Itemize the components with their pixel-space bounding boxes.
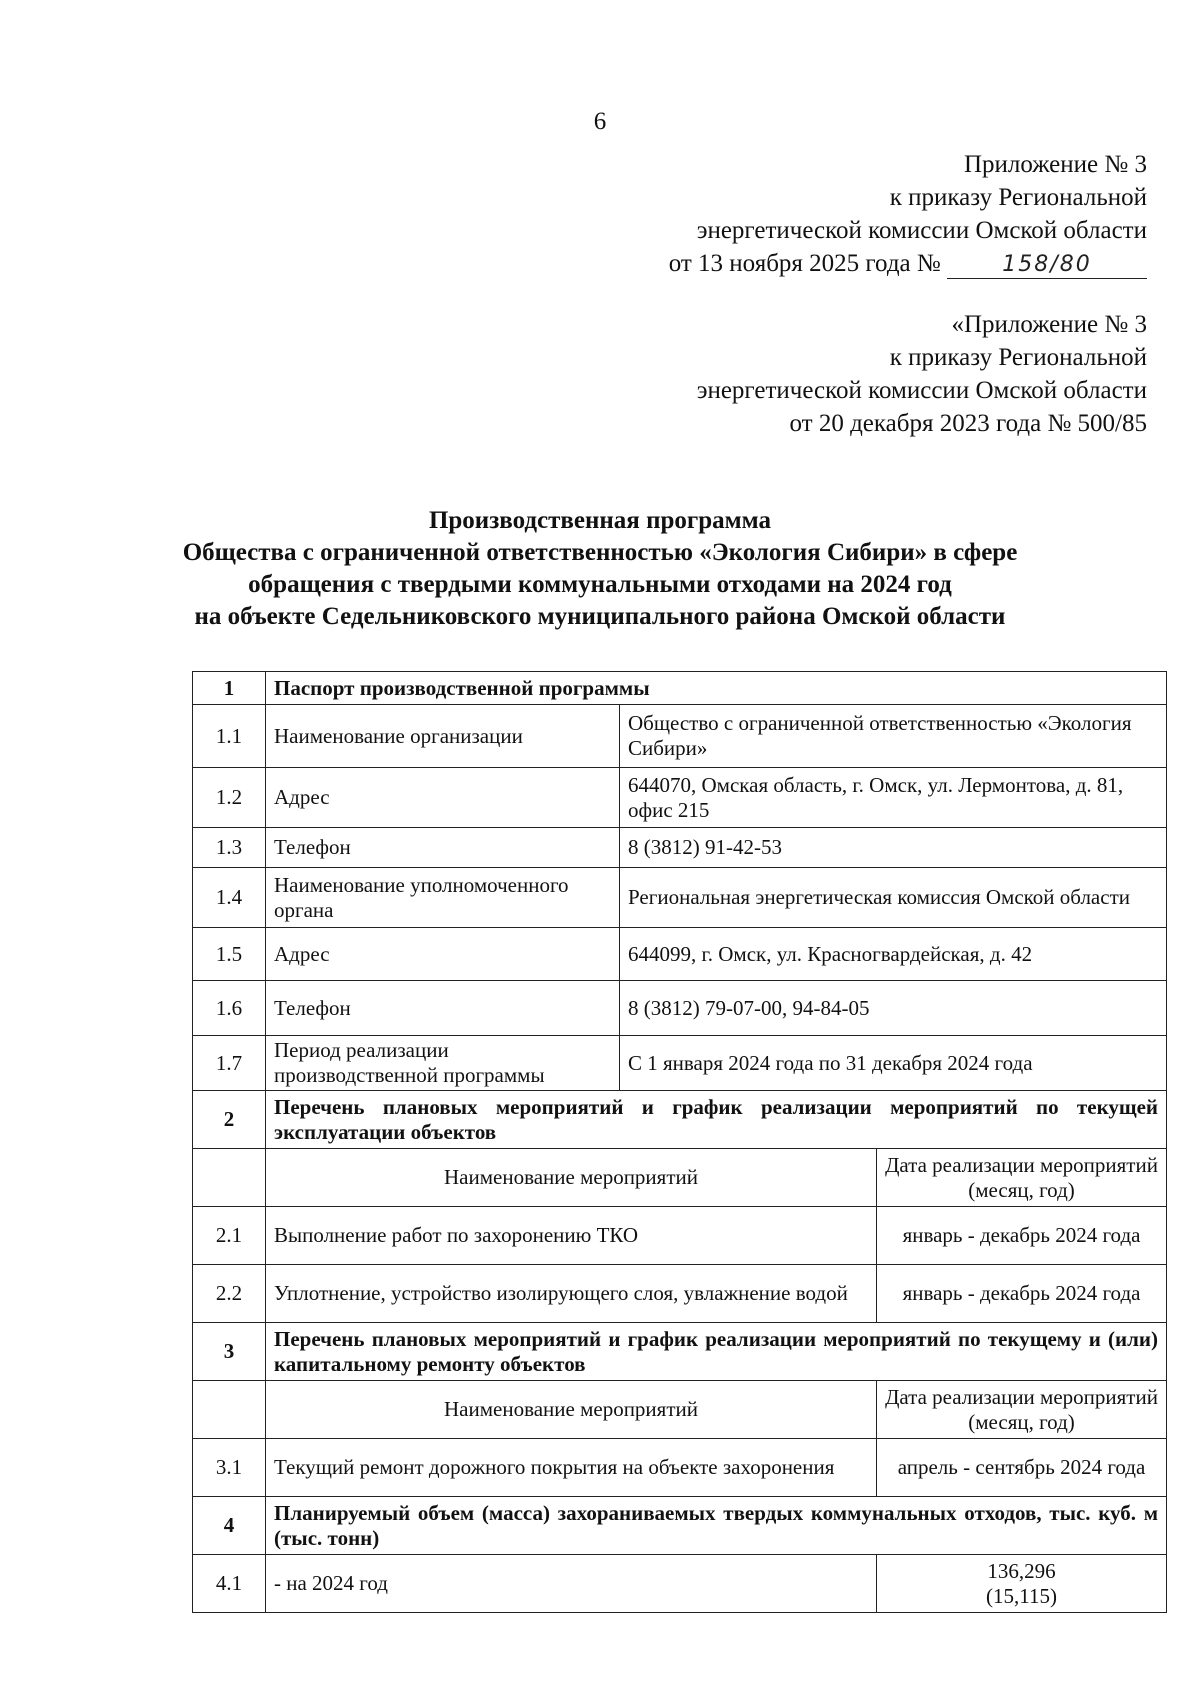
value-volume: 136,296 (987, 1558, 1056, 1583)
appendix-new-line1: Приложение № 3 (963, 151, 1147, 178)
row-date: январь - декабрь 2024 года (877, 1265, 1167, 1323)
row-label: Телефон (266, 828, 620, 868)
row-name: Уплотнение, устройство изолирующего слоя, увлажнение водой (266, 1265, 877, 1323)
column-header-name: Наименование мероприятий (266, 1149, 877, 1207)
row-label: Адрес (266, 928, 620, 981)
appendix-new-line4 (669, 247, 1147, 280)
appendix-old-line4: от 20 декабря 2023 года № 500/85 (789, 410, 1147, 437)
handwritten-order-number: 158/80 (947, 252, 1147, 279)
row-name: Выполнение работ по захоронению ТКО (266, 1207, 877, 1265)
table-row (193, 1555, 1167, 1613)
table-row (193, 1265, 1167, 1323)
row-value: Общество с ограниченной ответственностью «Экология Сибири» (620, 705, 1167, 768)
column-header-date: Дата реализации мероприятий (месяц, год) (877, 1149, 1167, 1207)
appendix-old-line2: к приказу Региональной (889, 344, 1147, 371)
section3-title: Перечень плановых мероприятий и график реализации мероприятий по текущему и (или) капитальному ремонту объектов (266, 1323, 1167, 1381)
row-label: Наименование организации (266, 705, 620, 768)
table-row (193, 868, 1167, 928)
table-row (193, 928, 1167, 981)
table-row (193, 1439, 1167, 1497)
appendix-new-line2: к приказу Региональной (889, 184, 1147, 211)
row-value: 644099, г. Омск, ул. Красногвардейская, д. 42 (620, 928, 1167, 981)
row-num: 1.2 (193, 768, 266, 828)
row-label: Адрес (266, 768, 620, 828)
table-row (193, 828, 1167, 868)
appendix-new-line3: энергетической комиссии Омской области (696, 217, 1147, 244)
column-header-row (193, 1381, 1167, 1439)
appendix-header-new (669, 148, 1147, 280)
section4-num: 4 (193, 1497, 266, 1555)
section-header-row (193, 1323, 1167, 1381)
title-line1: Производственная программа (428, 507, 772, 534)
table-row (193, 705, 1167, 768)
row-num: 2.2 (193, 1265, 266, 1323)
column-header-row (193, 1149, 1167, 1207)
section1-title: Паспорт производственной программы (266, 672, 1167, 705)
empty-cell (193, 1149, 266, 1207)
title-line4: на объекте Седельниковского муниципального района Омской области (194, 603, 1006, 630)
row-num: 1.7 (193, 1036, 266, 1091)
table-row (193, 1036, 1167, 1091)
section3-num: 3 (193, 1323, 266, 1381)
row-date: январь - декабрь 2024 года (877, 1207, 1167, 1265)
appendix-old-line1: «Приложение № 3 (951, 311, 1147, 338)
row-name: Текущий ремонт дорожного покрытия на объекте захоронения (266, 1439, 877, 1497)
row-num: 1.1 (193, 705, 266, 768)
row-value: Региональная энергетическая комиссия Омской области (620, 868, 1167, 928)
document-title (60, 505, 1140, 633)
table-row (193, 768, 1167, 828)
section2-num: 2 (193, 1091, 266, 1149)
section1-num: 1 (193, 672, 266, 705)
title-line2: Общества с ограниченной ответственностью «Экология Сибири» в сфере (182, 539, 1018, 566)
section-header-row (193, 1091, 1167, 1149)
row-value: 8 (3812) 91-42-53 (620, 828, 1167, 868)
section4-title: Планируемый объем (масса) захораниваемых твердых коммунальных отходов, тыс. куб. м (тыс. тонн) (266, 1497, 1167, 1555)
row-value (877, 1555, 1167, 1613)
row-label: Наименование уполномоченного органа (266, 868, 620, 928)
table-row (193, 1207, 1167, 1265)
row-num: 2.1 (193, 1207, 266, 1265)
title-line3: обращения с твердыми коммунальными отходами на 2024 год (248, 571, 952, 598)
row-date: апрель - сентябрь 2024 года (877, 1439, 1167, 1497)
row-num: 1.6 (193, 981, 266, 1036)
row-label: Телефон (266, 981, 620, 1036)
row-num: 4.1 (193, 1555, 266, 1613)
row-label: Период реализации производственной программы (266, 1036, 620, 1091)
row-num: 1.3 (193, 828, 266, 868)
appendix-header-old (697, 308, 1147, 440)
appendix-old-line3: энергетической комиссии Омской области (696, 377, 1147, 404)
row-num: 1.4 (193, 868, 266, 928)
table-row (193, 981, 1167, 1036)
page-number: 6 (593, 108, 607, 135)
row-label: - на 2024 год (266, 1555, 877, 1613)
row-num: 3.1 (193, 1439, 266, 1497)
section-header-row (193, 672, 1167, 705)
appendix-new-date: от 13 ноября 2025 года № (668, 250, 941, 277)
row-value: 644070, Омская область, г. Омск, ул. Лермонтова, д. 81, офис 215 (620, 768, 1167, 828)
column-header-name: Наименование мероприятий (266, 1381, 877, 1439)
empty-cell (193, 1381, 266, 1439)
value-mass: (15,115) (986, 1583, 1057, 1608)
program-table (192, 671, 1167, 1613)
section-header-row (193, 1497, 1167, 1555)
row-num: 1.5 (193, 928, 266, 981)
column-header-date: Дата реализации мероприятий (месяц, год) (877, 1381, 1167, 1439)
section2-title: Перечень плановых мероприятий и график реализации мероприятий по текущей эксплуатации объектов (266, 1091, 1167, 1149)
row-value: 8 (3812) 79-07-00, 94-84-05 (620, 981, 1167, 1036)
row-value: С 1 января 2024 года по 31 декабря 2024 года (620, 1036, 1167, 1091)
